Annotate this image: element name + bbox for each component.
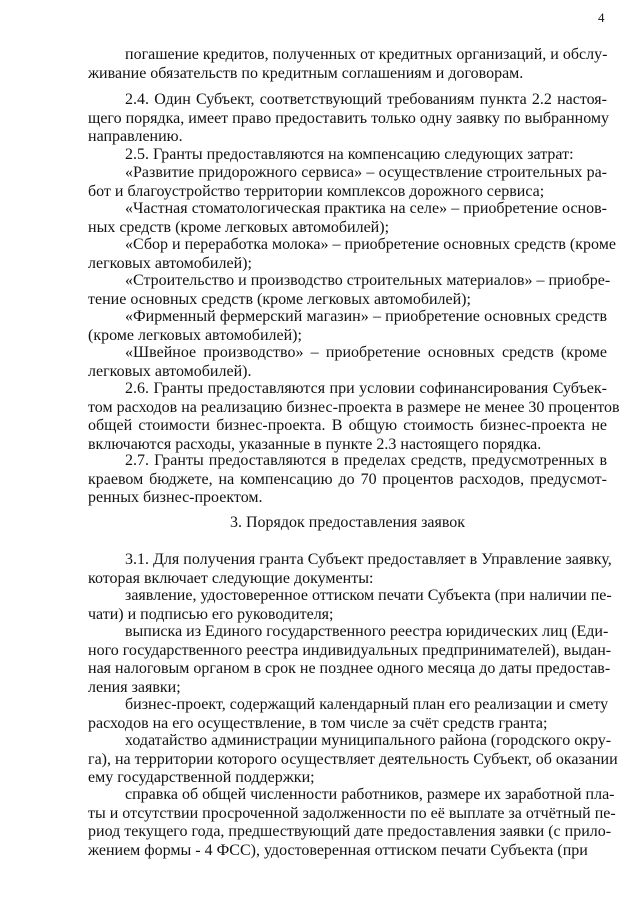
text-line: «Фирменный фермерский магазин» – приобретение основных средств (125, 308, 607, 325)
paragraph (88, 452, 607, 508)
text-line: ления заявки; (88, 678, 181, 696)
paragraph (88, 91, 610, 147)
text-line: «Частная стоматологическая практика на селе» – приобретение основ- (125, 200, 607, 217)
text-line: тение основных средств (кроме легковых автомобилей); (88, 290, 471, 308)
paragraph (88, 164, 607, 201)
text-line: направлению. (88, 128, 183, 146)
text-line: живание обязательств по кредитным соглашениям и договорам. (88, 64, 524, 82)
paragraph (88, 200, 607, 237)
text-line: риод текущего года, предшествующий дате предоставления заявки (с прило- (88, 823, 612, 841)
paragraph (88, 272, 611, 309)
paragraph (88, 786, 616, 860)
text-line: «Развитие придорожного сервиса» – осуществление строительных ра- (125, 164, 607, 181)
paragraph (88, 551, 612, 588)
text-line: ных средств (кроме легковых автомобилей); (88, 218, 390, 236)
text-line: краевом бюджете, на компенсацию до 70 процентов расходов, предусмот- (88, 470, 607, 488)
text-line: щего порядка, имеет право предоставить только одну заявку по выбранному (88, 109, 610, 127)
section-heading (88, 514, 607, 533)
text-line: выписка из Единого государственного реестра юридических лиц (Еди- (125, 623, 609, 640)
page-number: 4 (598, 10, 605, 25)
text-line: легковых автомобилей); (88, 254, 252, 272)
paragraph (88, 696, 607, 733)
text-line: включаются расходы, указанные в пункте 2.3 настоящего порядка. (88, 435, 542, 453)
text-line: ты и отсутствии просроченной задолженности по её выплате за отчётный пе- (88, 804, 616, 822)
paragraph (88, 587, 612, 624)
text-line: погашение кредитов, полученных от кредитных организаций, и обслу- (125, 46, 608, 63)
text-line: (кроме легковых автомобилей); (88, 326, 302, 344)
text-line: бот и благоустройство территории комплексов дорожного сервиса; (88, 182, 545, 200)
paragraph (88, 236, 616, 273)
paragraph (88, 344, 607, 381)
paragraph (88, 146, 607, 165)
text-line: 3.1. Для получения гранта Субъект предоставляет в Управление заявку, (125, 551, 612, 568)
paragraph (88, 46, 607, 83)
paragraph (88, 380, 620, 454)
text-line: 2.6. Гранты предоставляются при условии софинансирования Субъек- (125, 380, 607, 397)
text-line: легковых автомобилей). (88, 362, 252, 380)
text-line: справка об общей численности работников, размере их заработной пла- (125, 786, 615, 803)
text-line: которая включает следующие документы: (88, 569, 374, 587)
text-line: ренных бизнес-проектом. (88, 489, 263, 507)
text-line: 2.7. Гранты предоставляются в пределах средств, предусмотренных в (125, 452, 607, 469)
paragraph (88, 308, 607, 345)
text-line: га), на территории которого осуществляет деятельность Субъект, об оказании (88, 750, 618, 768)
text-line: «Швейное производство» – приобретение основных средств (кроме (125, 344, 607, 361)
text-line: ему государственной поддержки; (88, 769, 315, 787)
text-line: 2.5. Гранты предоставляются на компенсацию следующих затрат: (125, 146, 574, 163)
text-line: ного государственного реестра индивидуальных предпринимателей), выдан- (88, 641, 612, 659)
text-line: заявление, удостоверенное оттиском печати Субъекта (при наличии пе- (125, 587, 612, 604)
paragraph (88, 732, 618, 788)
heading-text: 3. Порядок предоставления заявок (229, 514, 466, 531)
text-line: ная налоговым органом в срок не позднее одного месяца до даты предостав- (88, 660, 611, 678)
text-line: чати) и подписью его руководителя; (88, 605, 334, 623)
text-line: том расходов на реализацию бизнес-проекта в размере не менее 30 процентов (88, 398, 620, 416)
text-line: «Сбор и переработка молока» – приобретение основных средств (кроме (125, 236, 616, 253)
text-line: расходов на его осуществление, в том числе за счёт средств гранта; (88, 714, 548, 732)
text-line: бизнес-проект, содержащий календарный план его реализации и смету (125, 696, 609, 713)
text-line: «Строительство и производство строительных материалов» – приобре- (125, 272, 611, 289)
paragraph (88, 623, 612, 697)
text-line: 2.4. Один Субъект, соответствующий требованиям пункта 2.2 настоя- (125, 91, 607, 108)
text-line: общей стоимости бизнес-проекта. В общую стоимость бизнес-проекта не (88, 417, 607, 435)
text-line: жением формы - 4 ФСС), удостоверенная оттиском печати Субъекта (при (88, 841, 588, 859)
text-line: ходатайство администрации муниципального района (городского окру- (125, 732, 612, 749)
